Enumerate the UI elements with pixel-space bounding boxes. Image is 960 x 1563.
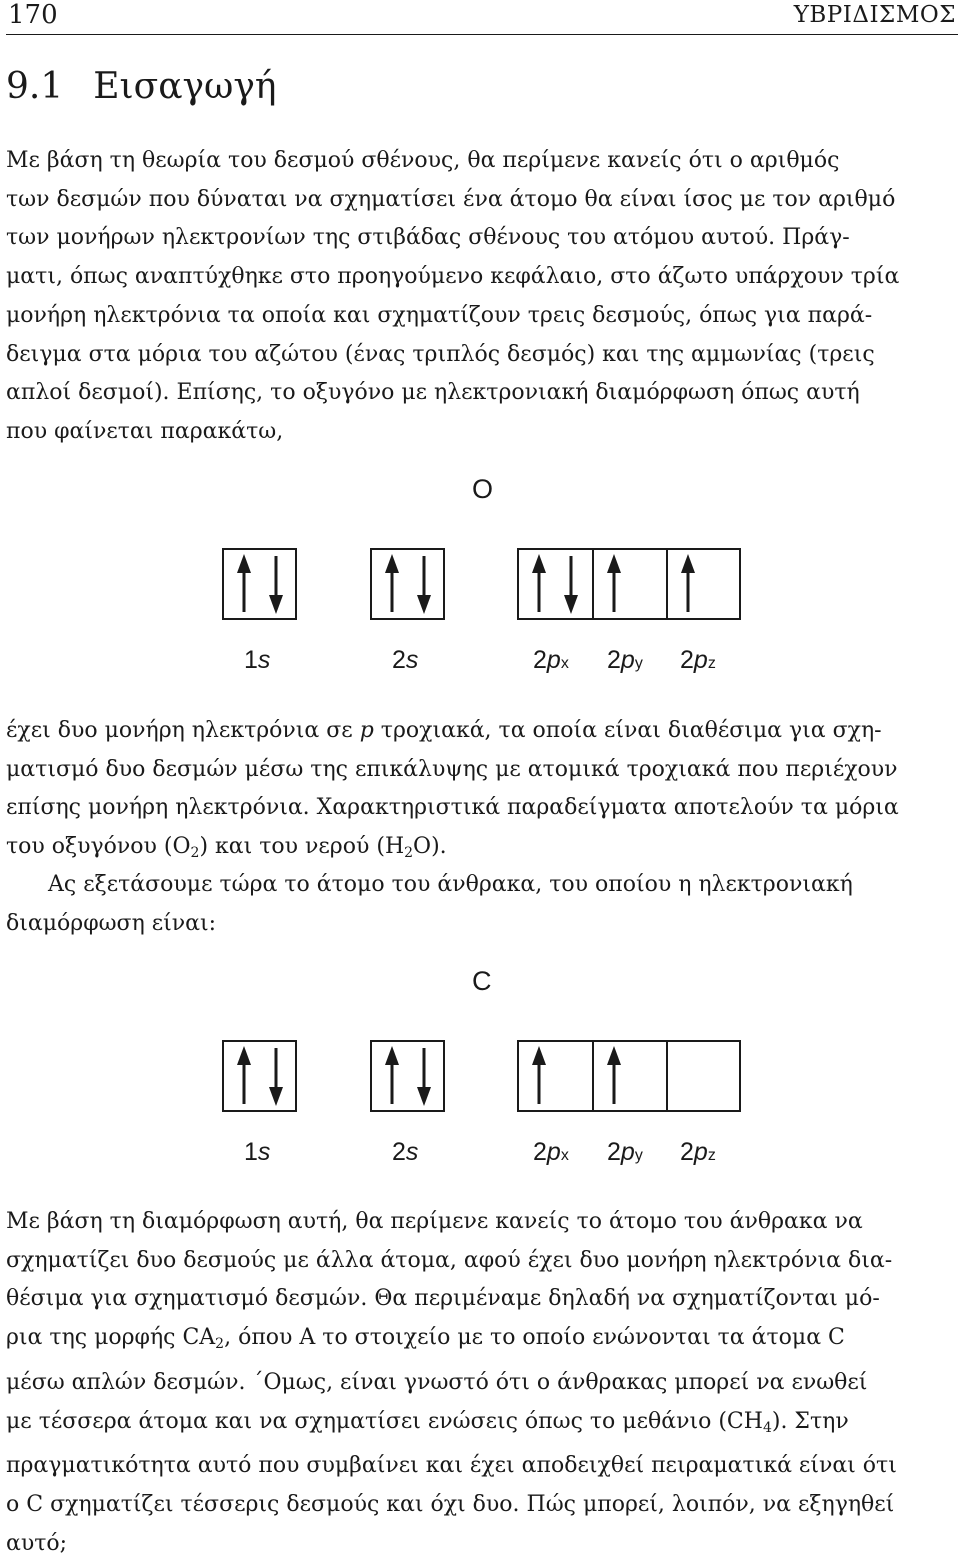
orbital-box xyxy=(370,548,445,620)
text-line: ματισμό δυο δεσμών μέσω της επικάλυψης με ατομικά τροχιακά που περιέχουν xyxy=(6,756,898,782)
text-line: μέσω απλών δεσμών. ΄Ομως, είναι γνωστό ότι ο άνθρακας μπορεί να ενωθεί xyxy=(6,1369,868,1395)
spin-up-arrow-icon xyxy=(384,1046,400,1106)
atom-symbol: O xyxy=(472,474,494,504)
orbital-box xyxy=(517,548,594,620)
orbital-label: 2px xyxy=(533,646,569,674)
orbital-label: 2pz xyxy=(680,646,716,674)
orbital-box xyxy=(592,1040,669,1112)
text-line: ο C σχηματίζει τέσσερις δεσμούς και όχι δυο. Πώς μπορεί, λοιπόν, να εξηγηθεί xyxy=(6,1491,895,1517)
text-line: σχηματίζει δυο δεσμούς με άλλα άτομα, αφού έχει δυο μονήρη ηλεκτρόνια δια- xyxy=(6,1247,893,1273)
orbital-box xyxy=(666,1040,741,1112)
spin-down-arrow-icon xyxy=(416,1046,432,1106)
orbital-box xyxy=(222,548,297,620)
spin-down-arrow-icon xyxy=(268,1046,284,1106)
spin-up-arrow-icon xyxy=(384,554,400,614)
paragraph-oxygen xyxy=(6,712,958,873)
text-line: αυτό; xyxy=(6,1530,68,1556)
text-line: επίσης μονήρη ηλεκτρόνια. Χαρακτηριστικά παραδείγματα αποτελούν τα μόρια xyxy=(6,795,899,821)
text-line: απλοί δεσμοί). Επίσης, το οξυγόνο με ηλεκτρονιακή διαμόρφωση όπως αυτή xyxy=(6,380,860,406)
section-number: 9.1 xyxy=(6,66,64,107)
section-title: Εισαγωγή xyxy=(93,66,277,107)
oxygen-orbital-diagram xyxy=(0,470,960,690)
spin-up-arrow-icon xyxy=(236,1046,252,1106)
text-line: με τέσσερα άτομα και να σχηματίσει ενώσεις όπως το μεθάνιο $(CH_4)$. Στην xyxy=(6,1408,849,1436)
spin-up-arrow-icon xyxy=(531,554,547,614)
orbital-label: 2pz xyxy=(680,1138,716,1166)
text-line: έχει δυο μονήρη ηλεκτρόνια σε p τροχιακά, τα οποία είναι διαθέσιμα για σχη- xyxy=(6,718,882,743)
spin-up-arrow-icon xyxy=(606,1046,622,1106)
orbital-label: 2px xyxy=(533,1138,569,1166)
text-line: πραγματικότητα αυτό που συμβαίνει και έχει αποδειχθεί πειραματικά είναι ότι xyxy=(6,1453,897,1479)
paragraph-carbon-intro xyxy=(6,866,958,943)
orbital-box xyxy=(370,1040,445,1112)
text-line: διαμόρφωση είναι: xyxy=(6,910,217,936)
text-line: των μονήρων ηλεκτρονίων της στιβάδας σθένους του ατόμου αυτού. Πράγ- xyxy=(6,225,850,251)
orbital-box xyxy=(666,548,741,620)
text-line: ρια της μορφής $CA_2$, όπου A το στοιχείο με το οποίο ενώνονται τα άτομα C xyxy=(6,1325,845,1353)
orbital-box xyxy=(517,1040,594,1112)
page-number: 170 xyxy=(8,0,58,30)
spin-up-arrow-icon xyxy=(236,554,252,614)
text-line: Ας εξετάσουμε τώρα το άτομο του άνθρακα, του οποίου η ηλεκτρονιακή xyxy=(48,872,853,897)
spin-up-arrow-icon xyxy=(531,1046,547,1106)
page-header xyxy=(6,0,958,35)
orbital-label: 1s xyxy=(244,1138,271,1166)
spin-up-arrow-icon xyxy=(680,554,696,614)
paragraph-carbon-bonding xyxy=(6,1203,958,1563)
text-line: που φαίνεται παρακάτω, xyxy=(6,418,284,444)
text-line: μονήρη ηλεκτρόνια τα οποία και σχηματίζουν τρεις δεσμούς, όπως για παρά- xyxy=(6,302,873,328)
orbital-label: 2py xyxy=(607,646,643,674)
text-line: Με βάση τη θεωρία του δεσμού σθένους, θα περίμενε κανείς ότι ο αριθμός xyxy=(6,148,840,173)
text-line: θέσιμα για σχηματισμό δεσμών. Θα περιμέναμε δηλαδή να σχηματίζονται μό- xyxy=(6,1286,880,1312)
orbital-label: 1s xyxy=(244,646,271,674)
text-line: Με βάση τη διαμόρφωση αυτή, θα περίμενε κανείς το άτομο του άνθρακα να xyxy=(6,1209,863,1234)
spin-up-arrow-icon xyxy=(606,554,622,614)
spin-down-arrow-icon xyxy=(416,554,432,614)
carbon-orbital-diagram xyxy=(0,962,960,1182)
section-heading xyxy=(6,66,277,107)
spin-down-arrow-icon xyxy=(268,554,284,614)
text-line: δειγμα στα μόρια του αζώτου (ένας τριπλός δεσμός) και της αμμωνίας (τρεις xyxy=(6,341,875,367)
orbital-box xyxy=(222,1040,297,1112)
orbital-label: 2s xyxy=(392,646,419,674)
text-line: των δεσμών που δύναται να σχηματίσει ένα άτομο θα είναι ίσος με τον αριθμό xyxy=(6,186,896,212)
text-line: του οξυγόνου $(O_2)$ και του νερού $(H_2O)$. xyxy=(6,834,447,862)
orbital-label: 2s xyxy=(392,1138,419,1166)
atom-symbol: C xyxy=(472,966,492,996)
running-title: ΥΒΡΙΔΙΣΜΟΣ xyxy=(793,2,956,28)
orbital-label: 2py xyxy=(607,1138,643,1166)
paragraph-intro xyxy=(6,142,958,452)
text-line: ματι, όπως αναπτύχθηκε στο προηγούμενο κεφάλαιο, στο άζωτο υπάρχουν τρία xyxy=(6,264,900,290)
orbital-box xyxy=(592,548,669,620)
spin-down-arrow-icon xyxy=(563,554,579,614)
